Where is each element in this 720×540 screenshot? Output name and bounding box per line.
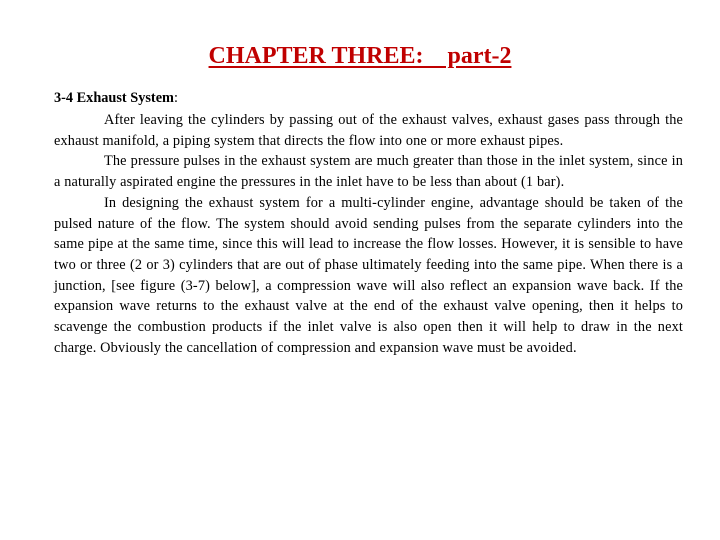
section-heading <box>54 88 683 108</box>
section-content <box>54 88 683 358</box>
paragraph-1: After leaving the cylinders by passing out of the exhaust valves, exhaust gases pass through the exhaust manifold, a piping system that directs the flow into one or more exhaust pipes. <box>54 112 683 149</box>
paragraph-3: In designing the exhaust system for a multi-cylinder engine, advantage should be taken of the pulsed nature of the flow. The system should avoid sending pulses from the separate cylinders into the same pipe at the same time, since this will lead to increase the flow losses. However, it is sensible to have two or three (2 or 3) cylinders that are out of phase ultimately feeding into the same pipe. When there is a junction, [see figure (3-7) below], a compression wave will also reflect an expansion wave back. If the expansion wave returns to the exhaust valve at the end of the exhaust valve opening, then it helps to scavenge the combustion products if the inlet valve is also open then it will help to draw in the next charge. Obviously the cancellation of compression and expansion wave must be avoided. <box>54 194 683 356</box>
section-heading-text: 3-4 Exhaust System <box>54 90 174 106</box>
paragraph-2: The pressure pulses in the exhaust system are much greater than those in the inlet system, since in a naturally aspirated engine the pressures in the inlet have to be less than about (1 bar). <box>54 153 683 191</box>
section-heading-colon: : <box>173 90 178 106</box>
page-title: CHAPTER THREE: part-2 <box>208 43 512 69</box>
